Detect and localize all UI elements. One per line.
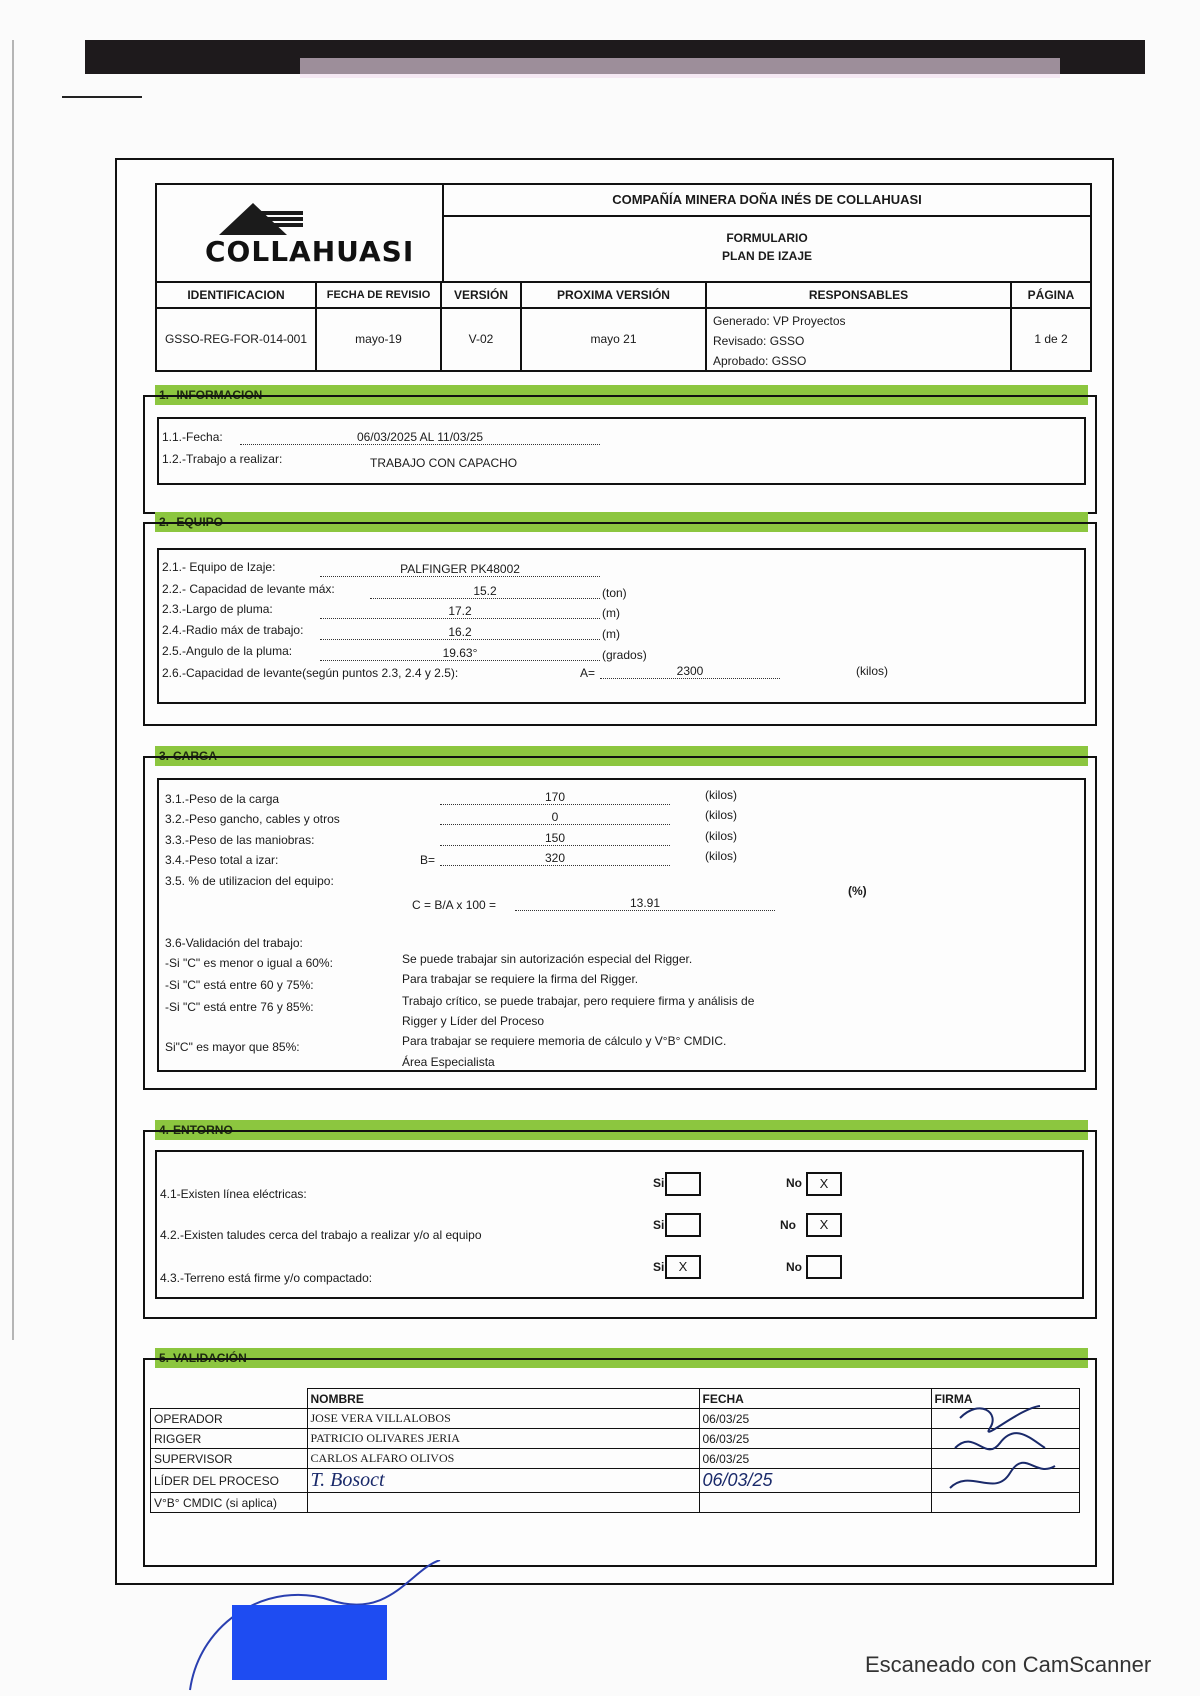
q-taludes: 4.2.-Existen taludes cerca del trabajo a realizar y/o al equipo xyxy=(160,1228,482,1242)
fecha-cell xyxy=(699,1493,931,1513)
header-table xyxy=(155,183,1092,372)
capacidad-levante-unit: (kilos) xyxy=(856,664,888,678)
section-2-title: 2.- EQUIPO xyxy=(155,512,1088,532)
role-cell: RIGGER xyxy=(151,1429,308,1449)
largo-unit: (m) xyxy=(602,606,620,620)
version-value: V-02 xyxy=(442,307,522,370)
rev-date-value: mayo-19 xyxy=(317,307,442,370)
validacion-label: 3.6-Validación del trabajo: xyxy=(165,936,303,950)
nombre-cell: PATRICIO OLIVARES JERIA xyxy=(307,1429,699,1449)
section-3-title: 3.-CARGA xyxy=(155,746,1088,766)
q3-no-checkbox[interactable] xyxy=(806,1255,842,1279)
role-cell: LÍDER DEL PROCESO xyxy=(151,1469,308,1493)
utilizacion-unit: (%) xyxy=(848,884,867,898)
peso-total-label: 3.4.-Peso total a izar: xyxy=(165,853,279,867)
signature-marks xyxy=(940,1388,1070,1508)
aprobado: Aprobado: GSSO xyxy=(713,354,807,368)
capacidad-label: 2.2.- Capacidad de levante máx: xyxy=(162,582,335,596)
cond-3: -Si "C" está entre 76 y 85%: xyxy=(165,1000,314,1014)
angulo-unit: (grados) xyxy=(602,648,647,662)
form-title xyxy=(444,217,1090,281)
equipo-value: PALFINGER PK48002 xyxy=(320,562,600,577)
q2-si-checkbox[interactable] xyxy=(665,1213,701,1237)
q1-no-label: No xyxy=(786,1176,802,1190)
desc-3b: Rigger y Líder del Proceso xyxy=(402,1014,545,1028)
angulo-value: 19.63° xyxy=(320,646,600,661)
q2-no-checkbox[interactable]: X xyxy=(806,1213,842,1237)
mountain-icon xyxy=(219,203,287,235)
section-1-title: 1.- INFORMACION xyxy=(155,385,1088,405)
equipo-label: 2.1.- Equipo de Izaje: xyxy=(162,560,276,574)
nombre-cell: CARLOS ALFARO OLIVOS xyxy=(307,1449,699,1469)
peso-total-value: 320 xyxy=(440,851,670,866)
b-label: B= xyxy=(420,853,436,867)
col-identificacion: IDENTIFICACION xyxy=(157,283,317,307)
section-4-title: 4.-ENTORNO xyxy=(155,1120,1088,1140)
desc-2: Para trabajar se requiere la firma del Rigger. xyxy=(402,972,639,986)
col-firma: FIRMA xyxy=(931,1389,1080,1409)
scan-left-edge xyxy=(0,40,14,1340)
peso-carga-label: 3.1.-Peso de la carga xyxy=(165,792,280,806)
capacidad-levante-label: 2.6.-Capacidad de levante(según puntos 2.3, 2.4 y 2.5): xyxy=(162,666,459,680)
nombre-cell xyxy=(307,1493,699,1513)
fecha-cell: 06/03/25 xyxy=(699,1449,931,1469)
q2-si-label: Si xyxy=(653,1218,665,1232)
utilizacion-value: 13.91 xyxy=(515,896,775,911)
form-type: FORMULARIO xyxy=(726,231,808,245)
header-columns xyxy=(157,281,1090,309)
section-5-title: 5.-VALIDACIÓN xyxy=(155,1348,1088,1368)
stripes-icon xyxy=(253,211,303,215)
peso-maniobras-value: 150 xyxy=(440,831,670,846)
q1-si-checkbox[interactable] xyxy=(665,1172,701,1196)
fecha-cell: 06/03/25 xyxy=(699,1429,931,1449)
desc-1: Se puede trabajar sin autorización especial del Rigger. xyxy=(402,952,693,966)
desc-3: Trabajo crítico, se puede trabajar, pero requiere firma y análisis de xyxy=(402,994,755,1008)
scanner-footer: Escaneado con CamScanner xyxy=(865,1652,1152,1677)
peso-carga-unit: (kilos) xyxy=(705,788,737,802)
scan-bleed xyxy=(300,58,1060,78)
fecha-cell: 06/03/25 xyxy=(699,1469,931,1493)
redaction-block xyxy=(232,1605,387,1680)
q3-si-checkbox[interactable]: X xyxy=(665,1255,701,1279)
generado: Generado: VP Proyectos xyxy=(713,314,846,328)
responsables-value xyxy=(707,307,1012,370)
fecha-value: 06/03/2025 AL 11/03/25 xyxy=(240,430,600,445)
signature-2 xyxy=(955,1433,1045,1449)
trabajo-value: TRABAJO CON CAPACHO xyxy=(370,456,518,470)
angulo-label: 2.5.-Angulo de la pluma: xyxy=(162,644,293,658)
fecha-label: 1.1.-Fecha: xyxy=(162,430,223,444)
q3-si-label: Si xyxy=(653,1260,665,1274)
peso-gancho-unit: (kilos) xyxy=(705,808,737,822)
logo-text: COLLAHUASI xyxy=(205,235,415,268)
scan-mark xyxy=(62,96,142,98)
role-cell: V°B° CMDIC (si aplica) xyxy=(151,1493,308,1513)
radio-label: 2.4.-Radio máx de trabajo: xyxy=(162,623,304,637)
next-version-value: mayo 21 xyxy=(522,307,707,370)
capacidad-levante-value: 2300 xyxy=(600,664,780,679)
q-terreno: 4.3.-Terreno está firme y/o compactado: xyxy=(160,1271,373,1285)
peso-gancho-value: 0 xyxy=(440,810,670,825)
page-value: 1 de 2 xyxy=(1034,331,1068,346)
nombre-cell: JOSE VERA VILLALOBOS xyxy=(307,1409,699,1429)
a-label: A= xyxy=(580,666,596,680)
col-proxima-version: PROXIMA VERSIÓN xyxy=(522,283,707,307)
q1-si-label: Si xyxy=(653,1176,665,1190)
desc-4: Para trabajar se requiere memoria de cálculo y V°B° CMDIC. xyxy=(402,1034,727,1048)
cond-2: -Si "C" está entre 60 y 75%: xyxy=(165,978,314,992)
q1-no-checkbox[interactable]: X xyxy=(806,1172,842,1196)
role-cell: OPERADOR xyxy=(151,1409,308,1429)
peso-maniobras-unit: (kilos) xyxy=(705,829,737,843)
col-responsables: RESPONSABLES xyxy=(707,283,1012,307)
radio-unit: (m) xyxy=(602,627,620,641)
peso-carga-value: 170 xyxy=(440,790,670,805)
cond-1: -Si "C" es menor o igual a 60%: xyxy=(165,956,333,970)
trabajo-label: 1.2.-Trabajo a realizar: xyxy=(162,452,283,466)
capacidad-unit: (ton) xyxy=(602,586,627,600)
empty-cell xyxy=(151,1389,308,1409)
utilizacion-label: 3.5. % de utilizacion del equipo: xyxy=(165,874,334,888)
form-name: PLAN DE IZAJE xyxy=(721,249,812,263)
cond-4: Si"C" es mayor que 85%: xyxy=(165,1040,300,1054)
largo-label: 2.3.-Largo de pluma: xyxy=(162,602,273,616)
header-values xyxy=(157,307,1090,370)
signature-3 xyxy=(950,1463,1055,1488)
id-value: GSSO-REG-FOR-014-001 xyxy=(157,307,317,370)
col-version: VERSIÓN xyxy=(442,283,522,307)
col-pagina: PÁGINA xyxy=(1027,288,1075,302)
largo-value: 17.2 xyxy=(320,604,600,619)
formula: C = B/A x 100 = xyxy=(412,898,497,912)
role-cell: SUPERVISOR xyxy=(151,1449,308,1469)
q2-no-label: No xyxy=(780,1218,796,1232)
section-1-inner xyxy=(157,417,1086,485)
radio-value: 16.2 xyxy=(320,625,600,640)
company-name: COMPAÑÍA MINERA DOÑA INÉS DE COLLAHUASI xyxy=(444,185,1090,217)
peso-maniobras-label: 3.3.-Peso de las maniobras: xyxy=(165,833,315,847)
col-nombre: NOMBRE xyxy=(307,1389,699,1409)
q3-no-label: No xyxy=(786,1260,802,1274)
company-logo xyxy=(157,185,444,281)
capacidad-value: 15.2 xyxy=(370,584,600,599)
col-fecha-revision: FECHA DE REVISIO xyxy=(317,283,442,307)
desc-4b: Área Especialista xyxy=(402,1055,495,1069)
peso-gancho-label: 3.2.-Peso gancho, cables y otros xyxy=(165,812,340,826)
signature-1 xyxy=(960,1406,1040,1432)
fecha-cell: 06/03/25 xyxy=(699,1409,931,1429)
col-fecha: FECHA xyxy=(699,1389,931,1409)
revisado: Revisado: GSSO xyxy=(713,334,805,348)
nombre-cell: T. Bosoct xyxy=(307,1469,699,1493)
q-lineas-electricas: 4.1-Existen línea eléctricas: xyxy=(160,1187,307,1201)
peso-total-unit: (kilos) xyxy=(705,849,737,863)
